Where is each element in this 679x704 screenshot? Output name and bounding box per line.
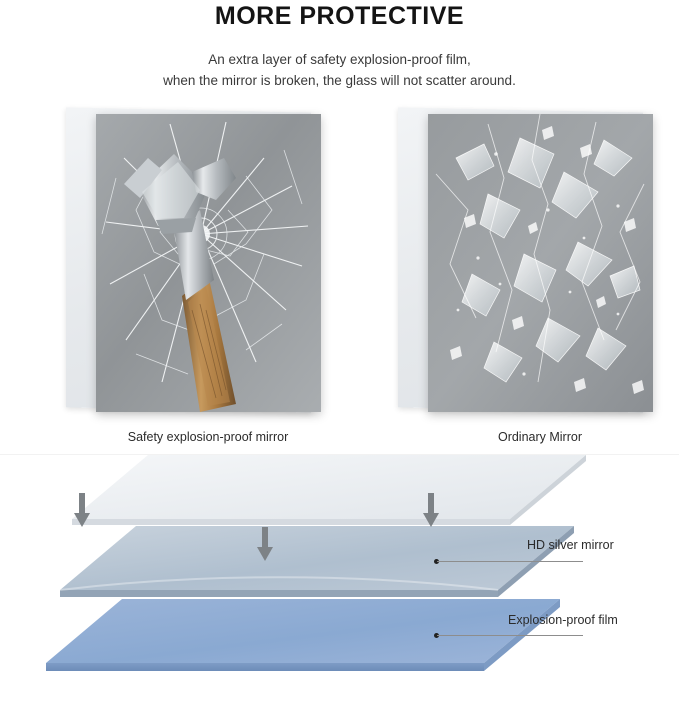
caption-safety-mirror: Safety explosion-proof mirror — [127, 430, 289, 444]
page-title: MORE PROTECTIVE — [214, 2, 465, 30]
crack-pattern-contained — [96, 114, 321, 412]
leader-line-explosion-proof-film — [437, 635, 583, 636]
ordinary-mirror-image — [428, 114, 653, 412]
page-subtitle — [0, 49, 679, 91]
shatter-pattern-scattering — [428, 114, 653, 412]
comparison-panels — [0, 110, 679, 460]
panel-safety-mirror — [78, 110, 338, 444]
header — [0, 0, 679, 91]
caption-ordinary-mirror: Ordinary Mirror — [497, 430, 583, 444]
safety-mirror-image — [96, 114, 321, 412]
exploded-layers-illustration — [0, 455, 679, 699]
label-explosion-proof-film: Explosion-proof film — [508, 613, 618, 627]
layers-diagram — [0, 455, 679, 699]
layer-top-protective-sheet — [72, 455, 586, 525]
subtitle-line-2: when the mirror is broken, the glass will not scatter around. — [163, 73, 516, 88]
subtitle-line-1: An extra layer of safety explosion-proof film, — [208, 52, 471, 67]
label-hd-silver-mirror: HD silver mirror — [527, 538, 614, 552]
leader-line-hd-mirror — [437, 561, 583, 562]
panel-ordinary-mirror — [410, 110, 670, 444]
